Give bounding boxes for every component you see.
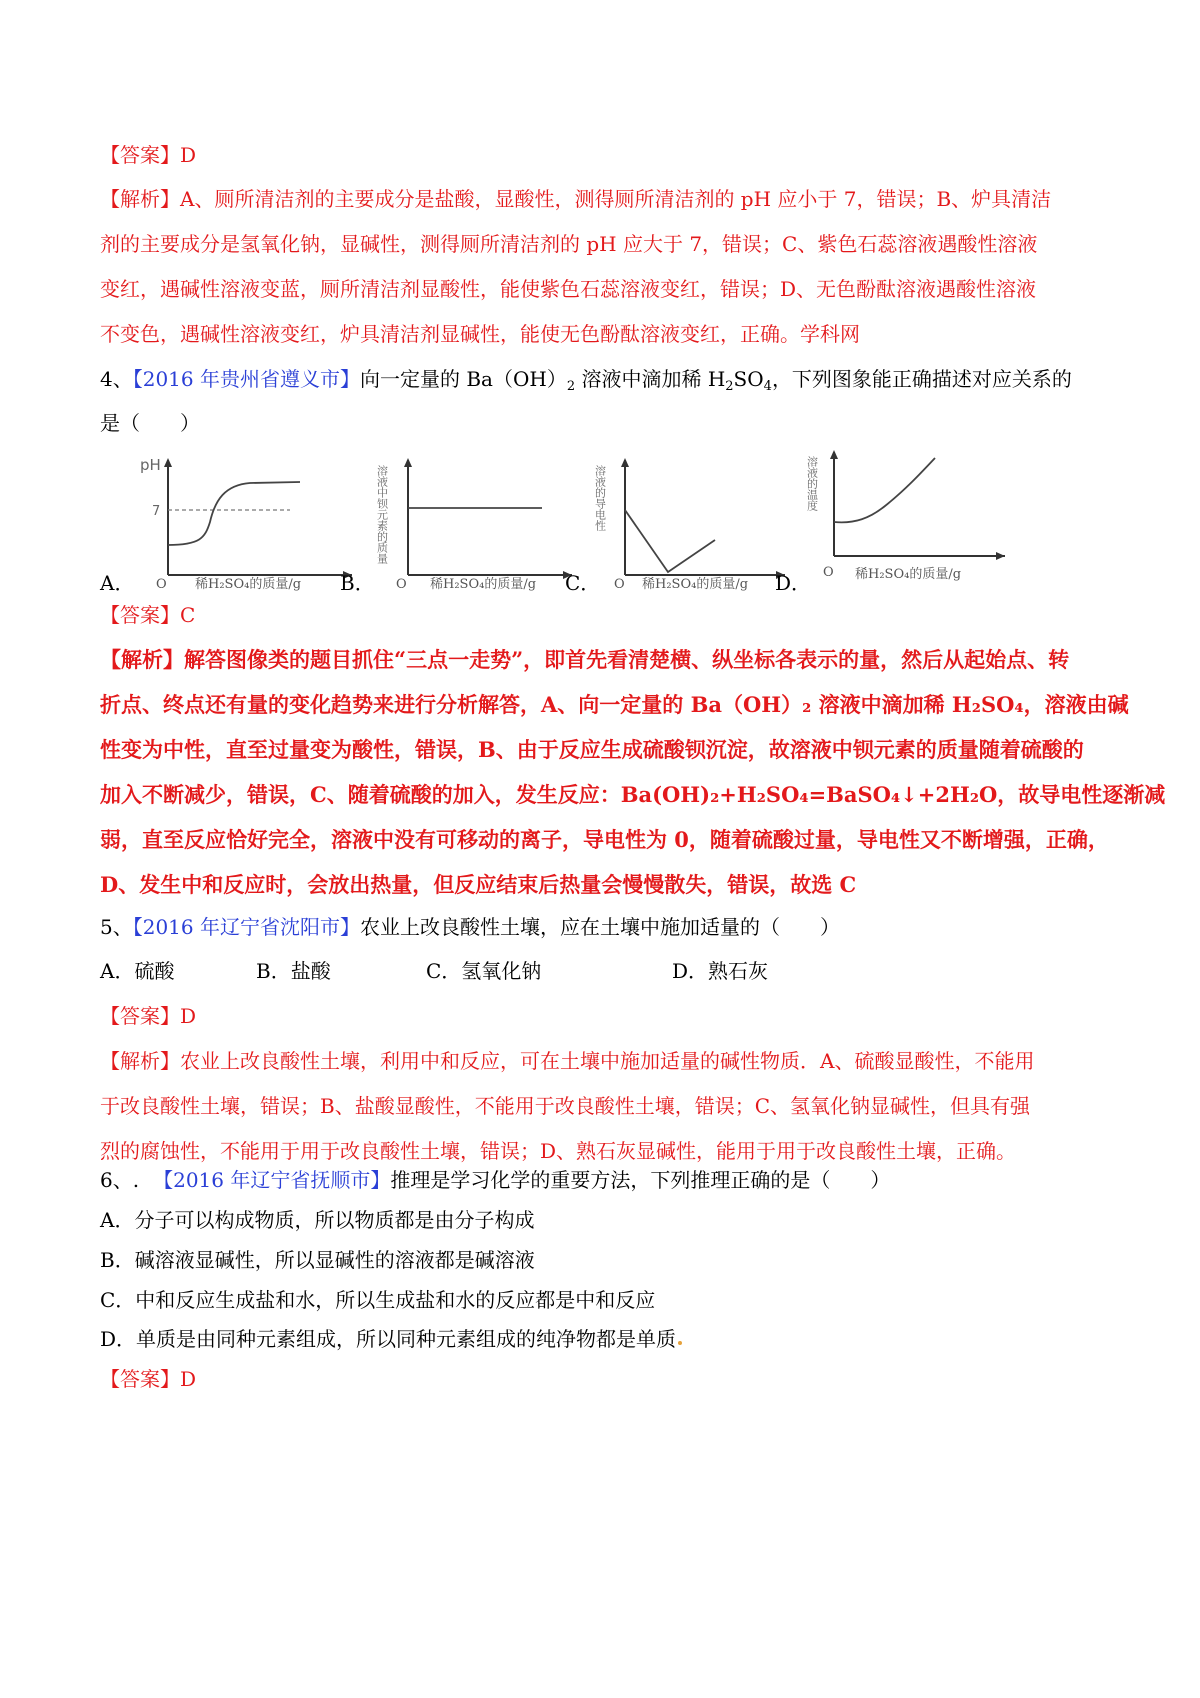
q4-explanation-line-4: 加入不断减少，错误，C、随着硫酸的加入，发生反应：Ba(OH)₂+H₂SO₄=BaSO₄↓+2H₂O，故导电性逐渐减 xyxy=(100,782,1166,807)
answer-tag: 【答案】 xyxy=(100,1004,180,1028)
stem-text: 农业上改良酸性土壤，应在土壤中施加适量的（ ） xyxy=(360,915,840,939)
graph-a-xlabel: 稀H₂SO₄的质量/g xyxy=(195,577,302,592)
answer-tag: 【答案】 xyxy=(100,1367,180,1391)
answer-tag: 【答案】 xyxy=(100,143,180,167)
graph-d xyxy=(805,446,1010,590)
question-source: 【2016 年辽宁省抚顺市】 xyxy=(153,1168,391,1192)
subscript: 2 xyxy=(725,379,734,394)
graph-a xyxy=(140,450,360,590)
graph-c xyxy=(593,450,790,592)
q5-explanation-line-2: 于改良酸性土壤，错误；B、盐酸显酸性，不能用于改良酸性土壤，错误；C、氢氧化钠显碱性，但具有强 xyxy=(100,1094,1030,1118)
stem-text: SO xyxy=(733,367,764,391)
q6-choice-a: A．分子可以构成物质，所以物质都是由分子构成 xyxy=(100,1208,535,1232)
graph-c-origin: O xyxy=(614,577,625,592)
q5-choices xyxy=(100,956,768,986)
graph-d-origin: O xyxy=(823,565,834,580)
q4-answer xyxy=(100,600,195,630)
q6-stem xyxy=(100,1165,890,1195)
q5-answer xyxy=(100,1001,196,1031)
explanation-text: 农业上改良酸性土壤，利用中和反应，可在土壤中施加适量的碱性物质．A、硫酸显酸性，不能用 xyxy=(180,1049,1035,1073)
choice-a: A．硫酸 xyxy=(100,959,175,983)
stem-text: 溶液中滴加稀 H xyxy=(575,367,726,391)
option-d-label: D． xyxy=(775,571,812,595)
graph-b-xlabel: 稀H₂SO₄的质量/g xyxy=(430,577,537,592)
question-number: 6、. xyxy=(100,1168,140,1192)
answer-value: D xyxy=(180,143,197,167)
answer-tag: 【答案】 xyxy=(100,603,180,627)
q3-explanation-line-2: 剂的主要成分是氢氧化钠，显碱性，测得厕所清洁剂的 pH 应大于 7，错误；C、紫色石蕊溶液遇酸性溶液 xyxy=(100,232,1038,256)
graph-a-mark: 7 xyxy=(152,504,161,519)
q3-explanation-line-3: 变红，遇碱性溶液变蓝，厕所清洁剂显酸性，能使紫色石蕊溶液变红，错误；D、无色酚酞溶液遇酸性溶液 xyxy=(100,277,1037,301)
graph-c-xlabel: 稀H₂SO₄的质量/g xyxy=(642,577,749,592)
stray-dot-mark xyxy=(678,1341,682,1345)
explanation-tag: 【解析】 xyxy=(100,1049,180,1073)
graph-d-ylabel: 溶液的温度 xyxy=(805,456,819,511)
q3-explanation-line-1 xyxy=(100,184,1051,214)
graph-b-origin: O xyxy=(396,577,407,592)
q4-explanation-line-1 xyxy=(100,645,1069,675)
graph-c-ylabel: 溶液的导电性 xyxy=(593,465,607,531)
stem-text: ，下列图象能正确描述对应关系的 xyxy=(771,367,1072,391)
question-source: 【2016 年贵州省遵义市】 xyxy=(132,367,360,391)
graph-a-origin: O xyxy=(156,577,167,592)
graph-b xyxy=(375,450,580,592)
q5-stem xyxy=(100,912,840,942)
explanation-text: A、厕所清洁剂的主要成分是盐酸，显酸性，测得厕所清洁剂的 pH 应小于 7，错误；B、炉具清洁 xyxy=(180,187,1052,211)
q4-stem xyxy=(100,364,1072,394)
q4-stem-line-2: 是（ ） xyxy=(100,411,200,435)
option-b-label: B． xyxy=(340,571,375,595)
q4-explanation-line-3: 性变为中性，直至过量变为酸性，错误，B、由于反应生成硫酸钡沉淀，故溶液中钡元素的质量随着硫酸的 xyxy=(100,737,1084,762)
option-c-label: C． xyxy=(565,571,601,595)
option-a-label: A． xyxy=(100,571,135,595)
stem-text: 向一定量的 Ba（OH） xyxy=(360,367,567,391)
q5-explanation-line-1 xyxy=(100,1046,1034,1076)
q6-choice-b: B．碱溶液显碱性，所以显碱性的溶液都是碱溶液 xyxy=(100,1248,535,1272)
q6-choice-c: C．中和反应生成盐和水，所以生成盐和水的反应都是中和反应 xyxy=(100,1288,656,1312)
q3-answer xyxy=(100,140,196,170)
q4-explanation-line-2: 折点、终点还有量的变化趋势来进行分析解答，A、向一定量的 Ba（OH）₂ 溶液中滴加稀 H₂SO₄，溶液由碱 xyxy=(100,692,1129,717)
q3-explanation-line-4: 不变色，遇碱性溶液变红，炉具清洁剂显碱性，能使无色酚酞溶液变红，正确。学科网 xyxy=(100,322,860,346)
explanation-tag: 【解析】 xyxy=(100,647,184,672)
subscript: 2 xyxy=(566,379,576,394)
question-source: 【2016 年辽宁省沈阳市】 xyxy=(132,915,360,939)
choice-b: B．盐酸 xyxy=(256,959,331,983)
explanation-text: 解答图像类的题目抓住“三点一走势”，即首先看清楚横、纵坐标各表示的量，然后从起始点、转 xyxy=(184,647,1070,672)
graph-d-xlabel: 稀H₂SO₄的质量/g xyxy=(855,567,962,582)
choice-d: D．熟石灰 xyxy=(672,959,769,983)
choice-c: C．氢氧化钠 xyxy=(426,959,542,983)
answer-value: C xyxy=(180,603,196,627)
q6-choice-d: D．单质是由同种元素组成，所以同种元素组成的纯净物都是单质 xyxy=(100,1327,677,1351)
q4-explanation-line-5: 弱，直至反应恰好完全，溶液中没有可移动的离子，导电性为 0，随着硫酸过量，导电性又不断增强，正确， xyxy=(100,827,1109,852)
graph-b-ylabel: 溶液中钡元素的质量 xyxy=(375,465,389,564)
answer-value: D xyxy=(180,1004,197,1028)
question-number: 5、 xyxy=(100,915,133,939)
q6-answer xyxy=(100,1364,196,1394)
q4-explanation-line-6: D、发生中和反应时，会放出热量，但反应结束后热量会慢慢散失，错误，故选 C xyxy=(100,872,857,897)
graph-a-ylabel: pH xyxy=(140,456,161,474)
explanation-tag: 【解析】 xyxy=(100,187,180,211)
question-number: 4、 xyxy=(100,367,133,391)
answer-value: D xyxy=(180,1367,197,1391)
stem-text: 推理是学习化学的重要方法，下列推理正确的是（ ） xyxy=(390,1168,891,1192)
subscript: 4 xyxy=(763,379,772,394)
q5-explanation-line-3: 烈的腐蚀性，不能用于用于改良酸性土壤，错误；D、熟石灰显碱性，能用于用于改良酸性土壤，正确。 xyxy=(100,1139,1017,1163)
